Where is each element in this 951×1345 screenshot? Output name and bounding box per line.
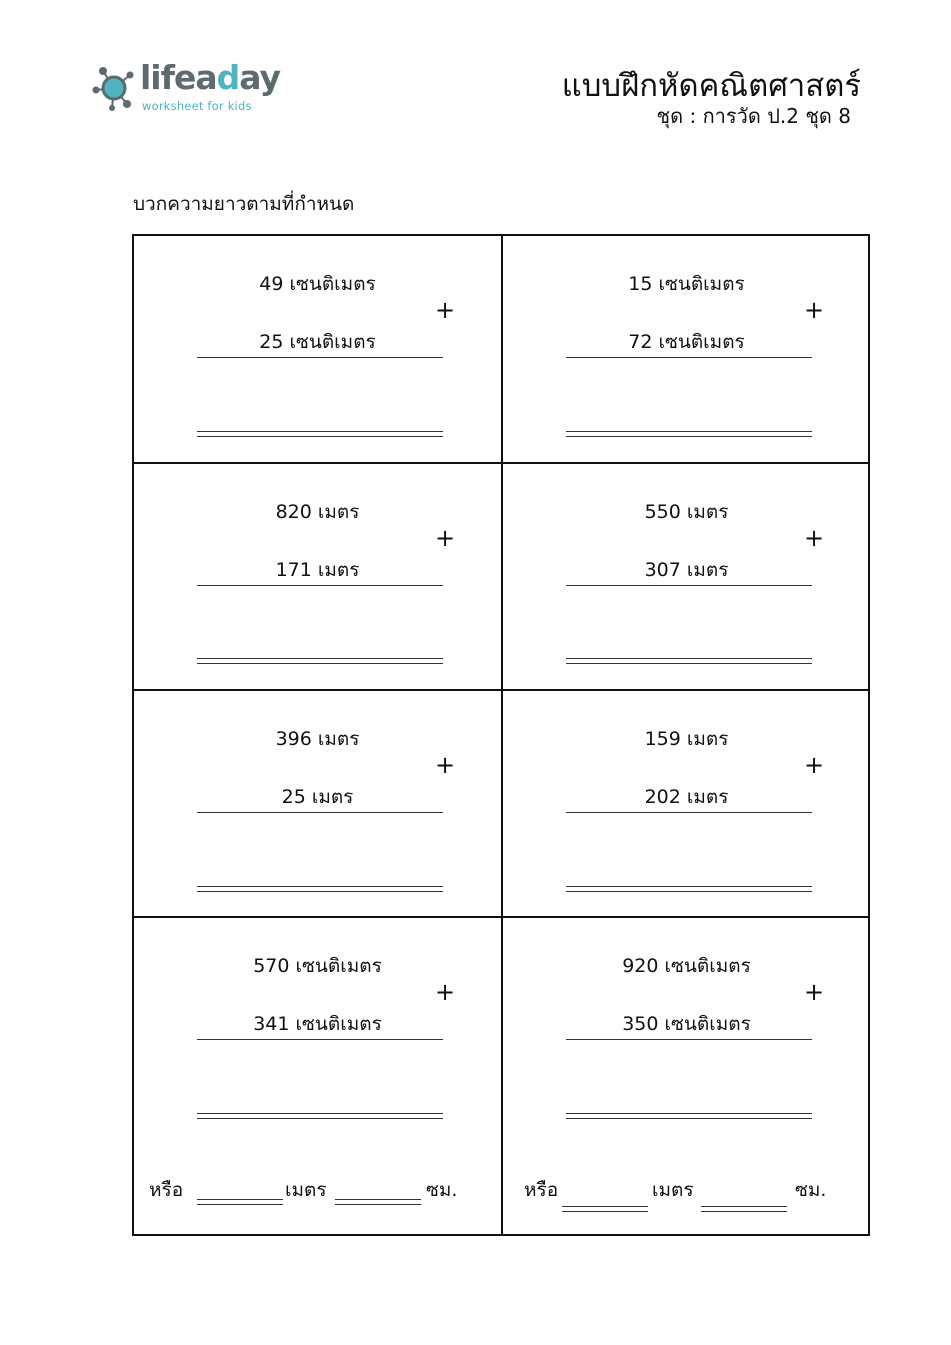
or-label: หรือ [149, 1179, 184, 1201]
answer-line[interactable] [197, 431, 443, 437]
meter-answer-blank[interactable] [197, 1199, 283, 1205]
meter-label: เมตร [285, 1179, 327, 1201]
or-label: หรือ [524, 1179, 559, 1201]
problem-cell-6 [503, 691, 870, 916]
plus-sign: + [804, 296, 825, 324]
problem-4-bottom-value: 307 เมตร [644, 559, 729, 581]
problem-1-bottom-value: 25 เซนติเมตร [259, 331, 376, 353]
plus-sign: + [804, 524, 825, 552]
sum-line [566, 357, 812, 358]
cm-answer-blank[interactable] [701, 1206, 787, 1212]
cm-label: ซม. [426, 1179, 458, 1201]
logo-wordmark [140, 58, 280, 97]
logo-wordmark-accent: d [216, 58, 240, 97]
worksheet-subtitle: ชุด : การวัด ป.2 ชุด 8 [656, 104, 851, 128]
problem-7-top-value: 570 เซนติเมตร [253, 955, 382, 977]
problem-1-top-value: 49 เซนติเมตร [259, 273, 376, 295]
plus-sign: + [804, 751, 825, 779]
problem-cell-8 [503, 918, 870, 1234]
plus-sign: + [435, 296, 456, 324]
problem-cell-7 [134, 918, 501, 1234]
sum-line [197, 585, 443, 586]
problem-3-top-value: 820 เมตร [275, 501, 360, 523]
answer-line[interactable] [566, 886, 812, 892]
molecule-logo-icon [90, 62, 138, 114]
sum-line [197, 1039, 443, 1040]
sum-line [197, 812, 443, 813]
logo-tagline: worksheet for kids [142, 99, 252, 113]
problem-8-top-value: 920 เซนติเมตร [622, 955, 751, 977]
answer-line[interactable] [197, 658, 443, 664]
problem-3-bottom-value: 171 เมตร [275, 559, 360, 581]
logo-wordmark-tail: ay [239, 58, 281, 97]
meter-label: เมตร [652, 1179, 694, 1201]
answer-line[interactable] [197, 886, 443, 892]
answer-line[interactable] [566, 431, 812, 437]
sum-line [566, 585, 812, 586]
plus-sign: + [435, 524, 456, 552]
problem-5-top-value: 396 เมตร [275, 728, 360, 750]
meter-answer-blank[interactable] [562, 1206, 648, 1212]
problem-cell-4 [503, 464, 870, 689]
lifeaday-logo [90, 58, 290, 118]
sum-line [197, 357, 443, 358]
problem-6-bottom-value: 202 เมตร [644, 786, 729, 808]
plus-sign: + [804, 978, 825, 1006]
problem-2-top-value: 15 เซนติเมตร [628, 273, 745, 295]
cm-answer-blank[interactable] [335, 1199, 421, 1205]
answer-line[interactable] [197, 1113, 443, 1119]
sum-line [566, 1039, 812, 1040]
problem-grid [132, 234, 870, 1236]
problem-2-bottom-value: 72 เซนติเมตร [628, 331, 745, 353]
problem-cell-5 [134, 691, 501, 916]
answer-line[interactable] [566, 1113, 812, 1119]
problem-7-bottom-value: 341 เซนติเมตร [253, 1013, 382, 1035]
sum-line [566, 812, 812, 813]
plus-sign: + [435, 978, 456, 1006]
problem-6-top-value: 159 เมตร [644, 728, 729, 750]
instruction-text: บวกความยาวตามที่กำหนด [133, 193, 355, 215]
logo-wordmark-main: lifea [140, 58, 217, 97]
problem-cell-1 [134, 236, 501, 462]
cm-label: ซม. [795, 1179, 827, 1201]
worksheet-title: แบบฝึกหัดคณิตศาสตร์ [561, 68, 861, 104]
answer-line[interactable] [566, 658, 812, 664]
problem-cell-3 [134, 464, 501, 689]
plus-sign: + [435, 751, 456, 779]
problem-4-top-value: 550 เมตร [644, 501, 729, 523]
problem-cell-2 [503, 236, 870, 462]
problem-5-bottom-value: 25 เมตร [281, 786, 354, 808]
problem-8-bottom-value: 350 เซนติเมตร [622, 1013, 751, 1035]
